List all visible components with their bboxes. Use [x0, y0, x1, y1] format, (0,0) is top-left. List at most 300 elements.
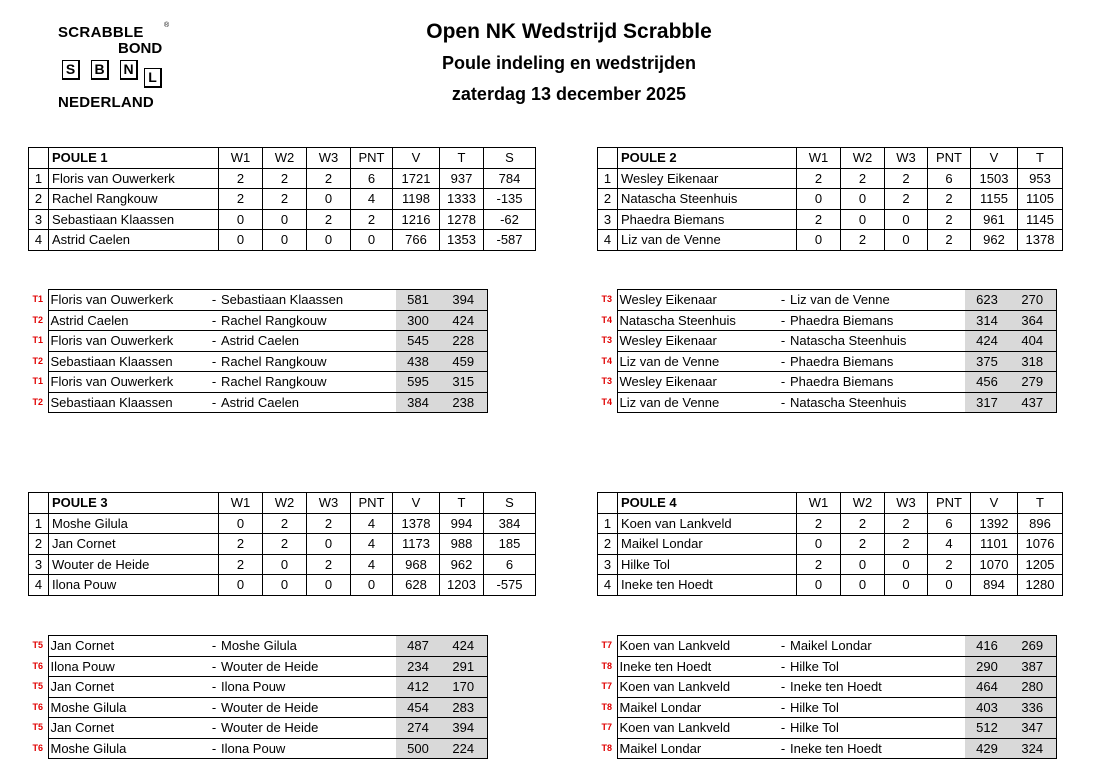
standings-row — [598, 168, 1063, 189]
table-number-label: T3 — [601, 294, 612, 305]
match-score-away: 387 — [1009, 656, 1056, 677]
match-player-away: Wouter de Heide — [220, 718, 396, 739]
stat-cell-v: 1721 — [393, 168, 440, 189]
match-score-home: 500 — [396, 738, 440, 759]
match-separator: - — [208, 351, 220, 372]
player-name: Natascha Steenhuis — [618, 189, 797, 210]
match-player-away: Ineke ten Hoedt — [789, 677, 965, 698]
stat-cell-w2: 2 — [841, 230, 885, 251]
scrabble-bond-logo — [56, 22, 174, 114]
stat-cell-w1: 0 — [797, 534, 841, 555]
match-separator: - — [208, 656, 220, 677]
match-score-home: 375 — [965, 351, 1009, 372]
match-player-away: Rachel Rangkouw — [220, 310, 396, 331]
match-score-away: 279 — [1009, 372, 1056, 393]
stat-cell-w3: 0 — [885, 554, 928, 575]
match-row — [597, 656, 1110, 677]
standings-row — [598, 575, 1063, 596]
match-player-home: Sebastiaan Klaassen — [48, 351, 208, 372]
stat-cell-pnt: 2 — [928, 554, 971, 575]
match-separator: - — [208, 372, 220, 393]
stat-cell-t: 953 — [1018, 168, 1063, 189]
poule-standings-table — [28, 492, 536, 596]
standings-header-row — [29, 148, 536, 169]
match-player-home: Liz van de Venne — [617, 351, 777, 372]
match-player-home: Ilona Pouw — [48, 656, 208, 677]
match-score-away: 283 — [440, 697, 487, 718]
standings-row — [598, 189, 1063, 210]
stat-cell-w3: 0 — [307, 230, 351, 251]
match-separator: - — [208, 738, 220, 759]
match-score-home: 456 — [965, 372, 1009, 393]
match-player-away: Ilona Pouw — [220, 738, 396, 759]
match-score-home: 416 — [965, 636, 1009, 657]
table-number-label: T8 — [601, 660, 612, 671]
match-row — [597, 677, 1110, 698]
logo-registered-mark: ® — [164, 22, 170, 29]
match-score-home: 234 — [396, 656, 440, 677]
match-player-away: Wouter de Heide — [220, 656, 396, 677]
stat-cell-v: 628 — [393, 575, 440, 596]
player-name: Sebastiaan Klaassen — [49, 209, 219, 230]
stat-cell-t: 1280 — [1018, 575, 1063, 596]
standings-row — [598, 230, 1063, 251]
table-number-label: T7 — [601, 681, 612, 692]
match-score-away: 347 — [1009, 718, 1056, 739]
header-rank-cell — [598, 493, 618, 514]
match-row — [28, 392, 541, 413]
match-row — [597, 290, 1110, 311]
match-row — [597, 697, 1110, 718]
stat-cell-s: 185 — [484, 534, 536, 555]
match-player-away: Liz van de Venne — [789, 290, 965, 311]
match-player-home: Liz van de Venne — [617, 392, 777, 413]
rank-cell: 3 — [29, 554, 49, 575]
stat-cell-v: 1216 — [393, 209, 440, 230]
table-number-label: T1 — [32, 376, 43, 387]
stat-cell-v: 1198 — [393, 189, 440, 210]
match-row — [597, 351, 1110, 372]
match-score-home: 424 — [965, 331, 1009, 352]
match-row — [597, 738, 1110, 759]
stat-cell-w1: 2 — [797, 168, 841, 189]
stat-cell-w2: 2 — [263, 534, 307, 555]
stat-cell-w2: 2 — [841, 513, 885, 534]
stat-cell-t: 1353 — [440, 230, 484, 251]
column-header: T — [1018, 148, 1063, 169]
stat-cell-w3: 2 — [307, 513, 351, 534]
match-score-home: 595 — [396, 372, 440, 393]
stat-cell-w1: 0 — [797, 189, 841, 210]
match-score-away: 291 — [440, 656, 487, 677]
standings-row — [29, 209, 536, 230]
stat-cell-t: 896 — [1018, 513, 1063, 534]
stat-cell-w1: 2 — [219, 534, 263, 555]
match-player-home: Koen van Lankveld — [617, 677, 777, 698]
stat-cell-v: 1503 — [971, 168, 1018, 189]
match-score-away: 315 — [440, 372, 487, 393]
match-score-home: 384 — [396, 392, 440, 413]
stat-cell-w2: 2 — [263, 168, 307, 189]
logo-line1: SCRABBLE — [58, 24, 144, 41]
match-row — [597, 636, 1110, 657]
match-separator: - — [777, 738, 789, 759]
match-row — [28, 351, 541, 372]
stat-cell-w1: 0 — [219, 230, 263, 251]
stat-cell-t: 937 — [440, 168, 484, 189]
stat-cell-pnt: 0 — [928, 575, 971, 596]
table-number-label: T7 — [601, 722, 612, 733]
column-header: W3 — [885, 148, 928, 169]
column-header: V — [971, 493, 1018, 514]
player-name: Ilona Pouw — [49, 575, 219, 596]
stat-cell-pnt: 0 — [351, 575, 393, 596]
match-separator: - — [208, 290, 220, 311]
standings-row — [29, 189, 536, 210]
standings-header-row — [598, 148, 1063, 169]
stat-cell-v: 962 — [971, 230, 1018, 251]
stat-cell-w3: 2 — [307, 554, 351, 575]
stat-cell-t: 1333 — [440, 189, 484, 210]
column-header: W3 — [885, 493, 928, 514]
stat-cell-w2: 0 — [841, 189, 885, 210]
stat-cell-v: 1173 — [393, 534, 440, 555]
table-number-label: T8 — [601, 701, 612, 712]
match-player-away: Natascha Steenhuis — [789, 392, 965, 413]
table-number-label: T8 — [601, 742, 612, 753]
table-number-label: T3 — [601, 335, 612, 346]
logo-tile: N — [120, 60, 138, 80]
stat-cell-w3: 2 — [885, 534, 928, 555]
player-name: Jan Cornet — [49, 534, 219, 555]
standings-row — [598, 513, 1063, 534]
stat-cell-v: 968 — [393, 554, 440, 575]
column-header: T — [440, 493, 484, 514]
stat-cell-t: 1205 — [1018, 554, 1063, 575]
match-row — [28, 290, 541, 311]
match-player-away: Phaedra Biemans — [789, 372, 965, 393]
match-score-home: 487 — [396, 636, 440, 657]
match-row — [597, 310, 1110, 331]
rank-cell: 4 — [598, 230, 618, 251]
column-header: V — [393, 493, 440, 514]
logo-tile: S — [62, 60, 80, 80]
header-rank-cell — [598, 148, 618, 169]
standings-header-row — [598, 493, 1063, 514]
poule-standings-table — [597, 492, 1063, 596]
stat-cell-pnt: 4 — [351, 534, 393, 555]
stat-cell-w1: 2 — [219, 189, 263, 210]
stat-cell-pnt: 6 — [928, 513, 971, 534]
match-row — [28, 310, 541, 331]
match-player-away: Ilona Pouw — [220, 677, 396, 698]
standings-row — [598, 209, 1063, 230]
column-header: W2 — [263, 148, 307, 169]
match-score-away: 170 — [440, 677, 487, 698]
table-number-label: T7 — [601, 640, 612, 651]
match-player-away: Hilke Tol — [789, 656, 965, 677]
stat-cell-s: -587 — [484, 230, 536, 251]
stat-cell-pnt: 4 — [351, 189, 393, 210]
column-header: S — [484, 148, 536, 169]
stat-cell-pnt: 2 — [928, 189, 971, 210]
rank-cell: 2 — [598, 189, 618, 210]
poule-name: POULE 3 — [49, 493, 219, 514]
match-separator: - — [777, 392, 789, 413]
match-player-home: Moshe Gilula — [48, 738, 208, 759]
stat-cell-s: -575 — [484, 575, 536, 596]
stat-cell-w3: 2 — [307, 209, 351, 230]
stat-cell-w2: 2 — [263, 513, 307, 534]
stat-cell-w3: 0 — [885, 230, 928, 251]
stat-cell-w2: 0 — [841, 575, 885, 596]
stat-cell-t: 1105 — [1018, 189, 1063, 210]
player-name: Koen van Lankveld — [618, 513, 797, 534]
table-number-label: T3 — [601, 376, 612, 387]
match-player-home: Ineke ten Hoedt — [617, 656, 777, 677]
match-player-home: Moshe Gilula — [48, 697, 208, 718]
stat-cell-t: 1145 — [1018, 209, 1063, 230]
rank-cell: 2 — [29, 534, 49, 555]
player-name: Ineke ten Hoedt — [618, 575, 797, 596]
match-separator: - — [777, 718, 789, 739]
match-row — [28, 697, 541, 718]
match-row — [597, 718, 1110, 739]
match-score-home: 512 — [965, 718, 1009, 739]
stat-cell-t: 1203 — [440, 575, 484, 596]
stat-cell-v: 1392 — [971, 513, 1018, 534]
match-row — [28, 372, 541, 393]
match-player-home: Astrid Caelen — [48, 310, 208, 331]
stat-cell-v: 1070 — [971, 554, 1018, 575]
table-number-label: T4 — [601, 355, 612, 366]
stat-cell-w2: 2 — [841, 168, 885, 189]
column-header: S — [484, 493, 536, 514]
standings-row — [29, 534, 536, 555]
match-separator: - — [777, 372, 789, 393]
player-name: Astrid Caelen — [49, 230, 219, 251]
match-separator: - — [777, 677, 789, 698]
match-score-home: 274 — [396, 718, 440, 739]
poule-name: POULE 4 — [618, 493, 797, 514]
match-player-home: Natascha Steenhuis — [617, 310, 777, 331]
match-score-away: 228 — [440, 331, 487, 352]
stat-cell-v: 1101 — [971, 534, 1018, 555]
column-header: W1 — [219, 493, 263, 514]
match-score-home: 581 — [396, 290, 440, 311]
poule-matches-table — [28, 635, 541, 759]
stat-cell-w1: 0 — [219, 209, 263, 230]
match-separator: - — [208, 392, 220, 413]
rank-cell: 2 — [29, 189, 49, 210]
match-row — [28, 718, 541, 739]
stat-cell-v: 961 — [971, 209, 1018, 230]
stat-cell-w3: 0 — [885, 209, 928, 230]
stat-cell-w1: 0 — [797, 230, 841, 251]
match-score-home: 300 — [396, 310, 440, 331]
match-score-away: 404 — [1009, 331, 1056, 352]
rank-cell: 1 — [598, 513, 618, 534]
match-separator: - — [777, 351, 789, 372]
player-name: Maikel Londar — [618, 534, 797, 555]
match-score-away: 224 — [440, 738, 487, 759]
match-player-home: Koen van Lankveld — [617, 636, 777, 657]
stat-cell-t: 1378 — [1018, 230, 1063, 251]
match-player-away: Maikel Londar — [789, 636, 965, 657]
stat-cell-s: -135 — [484, 189, 536, 210]
match-player-home: Floris van Ouwerkerk — [48, 290, 208, 311]
match-player-away: Sebastiaan Klaassen — [220, 290, 396, 311]
column-header: W3 — [307, 148, 351, 169]
match-score-away: 459 — [440, 351, 487, 372]
match-score-away: 336 — [1009, 697, 1056, 718]
standings-row — [29, 230, 536, 251]
match-score-home: 623 — [965, 290, 1009, 311]
stat-cell-w2: 0 — [263, 209, 307, 230]
column-header: W1 — [219, 148, 263, 169]
stat-cell-v: 894 — [971, 575, 1018, 596]
match-player-away: Astrid Caelen — [220, 331, 396, 352]
stat-cell-pnt: 2 — [351, 209, 393, 230]
stat-cell-v: 1378 — [393, 513, 440, 534]
match-score-home: 454 — [396, 697, 440, 718]
match-player-home: Maikel Londar — [617, 697, 777, 718]
stat-cell-w3: 2 — [885, 513, 928, 534]
stat-cell-w3: 2 — [307, 168, 351, 189]
match-separator: - — [208, 697, 220, 718]
match-score-home: 464 — [965, 677, 1009, 698]
logo-line3: NEDERLAND — [58, 94, 154, 111]
standings-row — [29, 513, 536, 534]
match-player-home: Jan Cornet — [48, 677, 208, 698]
match-player-home: Wesley Eikenaar — [617, 372, 777, 393]
match-row — [597, 331, 1110, 352]
stat-cell-w3: 0 — [307, 534, 351, 555]
rank-cell: 1 — [29, 513, 49, 534]
match-score-away: 318 — [1009, 351, 1056, 372]
match-score-away: 424 — [440, 310, 487, 331]
stat-cell-w3: 2 — [885, 189, 928, 210]
match-score-home: 290 — [965, 656, 1009, 677]
match-player-home: Wesley Eikenaar — [617, 331, 777, 352]
match-separator: - — [777, 310, 789, 331]
column-header: W1 — [797, 148, 841, 169]
match-separator: - — [777, 636, 789, 657]
match-separator: - — [777, 656, 789, 677]
logo-line2: BOND — [118, 40, 163, 57]
poule-matches-table — [597, 635, 1110, 759]
column-header: T — [440, 148, 484, 169]
match-row — [28, 331, 541, 352]
match-score-home: 314 — [965, 310, 1009, 331]
table-number-label: T1 — [32, 335, 43, 346]
logo-tiles — [58, 60, 170, 90]
match-score-home: 317 — [965, 392, 1009, 413]
stat-cell-pnt: 6 — [351, 168, 393, 189]
table-number-label: T2 — [32, 396, 43, 407]
column-header: PNT — [928, 493, 971, 514]
standings-header-row — [29, 493, 536, 514]
table-number-label: T2 — [32, 355, 43, 366]
player-name: Wouter de Heide — [49, 554, 219, 575]
column-header: V — [393, 148, 440, 169]
standings-row — [598, 554, 1063, 575]
match-player-home: Sebastiaan Klaassen — [48, 392, 208, 413]
rank-cell: 3 — [598, 554, 618, 575]
standings-row — [29, 168, 536, 189]
table-number-label: T6 — [32, 660, 43, 671]
match-score-away: 394 — [440, 718, 487, 739]
match-row — [597, 392, 1110, 413]
rank-cell: 2 — [598, 534, 618, 555]
match-score-away: 238 — [440, 392, 487, 413]
stat-cell-pnt: 6 — [928, 168, 971, 189]
match-row — [28, 677, 541, 698]
match-row — [28, 656, 541, 677]
stat-cell-w1: 2 — [219, 168, 263, 189]
page-title: Open NK Wedstrijd Scrabble — [426, 20, 712, 43]
stat-cell-s: 384 — [484, 513, 536, 534]
stat-cell-w2: 0 — [841, 554, 885, 575]
stat-cell-t: 1076 — [1018, 534, 1063, 555]
player-name: Wesley Eikenaar — [618, 168, 797, 189]
stat-cell-pnt: 4 — [351, 513, 393, 534]
stat-cell-w2: 0 — [263, 575, 307, 596]
match-score-away: 394 — [440, 290, 487, 311]
stat-cell-pnt: 2 — [928, 230, 971, 251]
stat-cell-t: 1278 — [440, 209, 484, 230]
match-row — [28, 738, 541, 759]
match-player-away: Rachel Rangkouw — [220, 351, 396, 372]
column-header: W3 — [307, 493, 351, 514]
stat-cell-s: 6 — [484, 554, 536, 575]
rank-cell: 4 — [598, 575, 618, 596]
poule-matches-table — [597, 289, 1110, 413]
stat-cell-t: 988 — [440, 534, 484, 555]
player-name: Moshe Gilula — [49, 513, 219, 534]
table-number-label: T6 — [32, 701, 43, 712]
match-score-home: 438 — [396, 351, 440, 372]
player-name: Rachel Rangkouw — [49, 189, 219, 210]
rank-cell: 3 — [29, 209, 49, 230]
logo-tile: L — [144, 68, 162, 88]
table-number-label: T5 — [32, 640, 43, 651]
match-player-home: Maikel Londar — [617, 738, 777, 759]
match-player-away: Ineke ten Hoedt — [789, 738, 965, 759]
poule-name: POULE 1 — [49, 148, 219, 169]
match-player-home: Jan Cornet — [48, 718, 208, 739]
table-number-label: T5 — [32, 681, 43, 692]
match-score-home: 545 — [396, 331, 440, 352]
match-player-away: Phaedra Biemans — [789, 310, 965, 331]
page-date: zaterdag 13 december 2025 — [451, 84, 687, 104]
rank-cell: 3 — [598, 209, 618, 230]
match-row — [28, 636, 541, 657]
stat-cell-w3: 0 — [307, 575, 351, 596]
stat-cell-w1: 2 — [797, 554, 841, 575]
match-separator: - — [777, 331, 789, 352]
match-separator: - — [777, 290, 789, 311]
match-player-away: Wouter de Heide — [220, 697, 396, 718]
stat-cell-w1: 2 — [219, 554, 263, 575]
match-player-away: Natascha Steenhuis — [789, 331, 965, 352]
rank-cell: 1 — [598, 168, 618, 189]
poule-name: POULE 2 — [618, 148, 797, 169]
match-player-away: Astrid Caelen — [220, 392, 396, 413]
page-subtitle: Poule indeling en wedstrijden — [441, 53, 697, 73]
stat-cell-w1: 0 — [219, 513, 263, 534]
column-header: PNT — [928, 148, 971, 169]
